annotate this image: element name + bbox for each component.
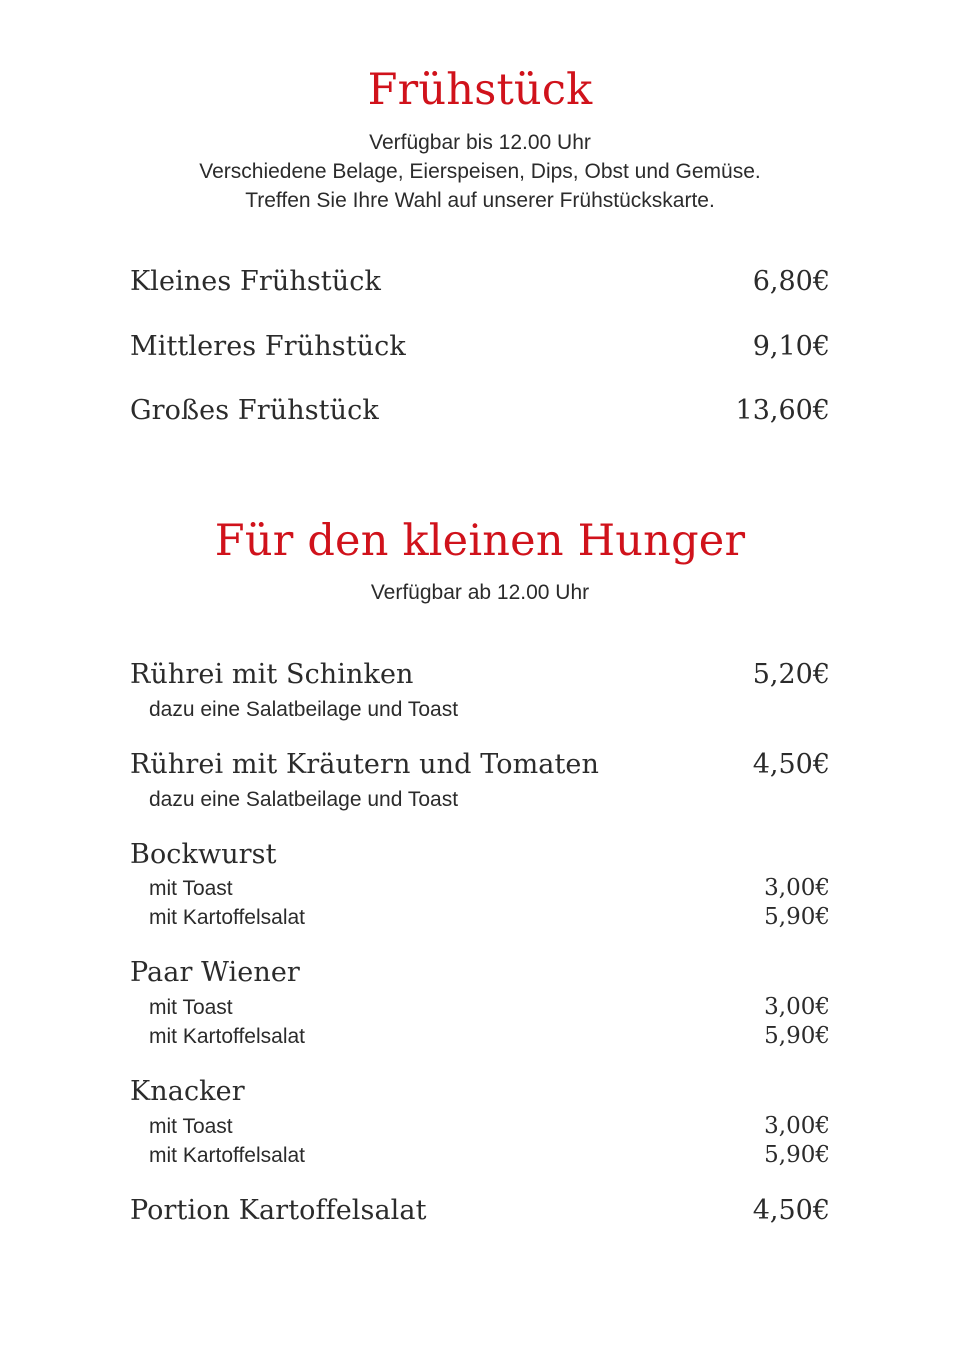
menu-item-description: dazu eine Salatbeilage und Toast [149,788,459,811]
menu-item-name: Großes Frühstück [130,395,379,426]
menu-item-name: Bockwurst [130,839,277,870]
menu-item-price: 5,20€ [752,659,830,690]
menu-item-option-label: mit Toast [149,877,233,900]
menu-item-name: Mittleres Frühstück [130,331,406,362]
menu-item-option-price: 3,00€ [764,994,830,1020]
menu-item-price: 4,50€ [752,1195,830,1226]
menu-item-option-price: 5,90€ [764,1023,830,1049]
breakfast-subtitle-line: Verschiedene Belage, Eierspeisen, Dips, Obst und Gemüse. [199,160,761,183]
menu-item-name: Rührei mit Schinken [130,659,414,690]
menu-item-option-label: mit Toast [149,996,233,1019]
menu-item-price: 6,80€ [752,266,830,297]
menu-item-name: Paar Wiener [130,957,300,988]
menu-item-option-label: mit Kartoffelsalat [149,906,306,929]
breakfast-subtitle-line: Verfügbar bis 12.00 Uhr [369,131,591,154]
small-hunger-subtitle: Verfügbar ab 12.00 Uhr [370,581,590,604]
menu-item-option-price: 3,00€ [764,875,830,901]
breakfast-subtitle [0,128,960,215]
breakfast-subtitle-line: Treffen Sie Ihre Wahl auf unserer Frühstückskarte. [245,189,715,212]
menu-item-option-price: 5,90€ [764,904,830,930]
section-title-small-hunger: Für den kleinen Hunger [214,516,746,566]
menu-item-price: 13,60€ [735,395,830,426]
menu-item-name: Knacker [130,1076,245,1107]
menu-item-name: Kleines Frühstück [130,266,381,297]
menu-item-description: dazu eine Salatbeilage und Toast [149,698,459,721]
menu-item-option-price: 3,00€ [764,1113,830,1139]
menu-item-name: Rührei mit Kräutern und Tomaten [130,749,599,780]
menu-item-option-label: mit Kartoffelsalat [149,1025,306,1048]
menu-item-price: 4,50€ [752,749,830,780]
menu-item-option-label: mit Kartoffelsalat [149,1144,306,1167]
menu-item-option-label: mit Toast [149,1115,233,1138]
menu-item-option-price: 5,90€ [764,1142,830,1168]
section-title-breakfast: Frühstück [367,65,593,115]
menu-item-name: Portion Kartoffelsalat [130,1195,427,1226]
menu-item-price: 9,10€ [752,331,830,362]
